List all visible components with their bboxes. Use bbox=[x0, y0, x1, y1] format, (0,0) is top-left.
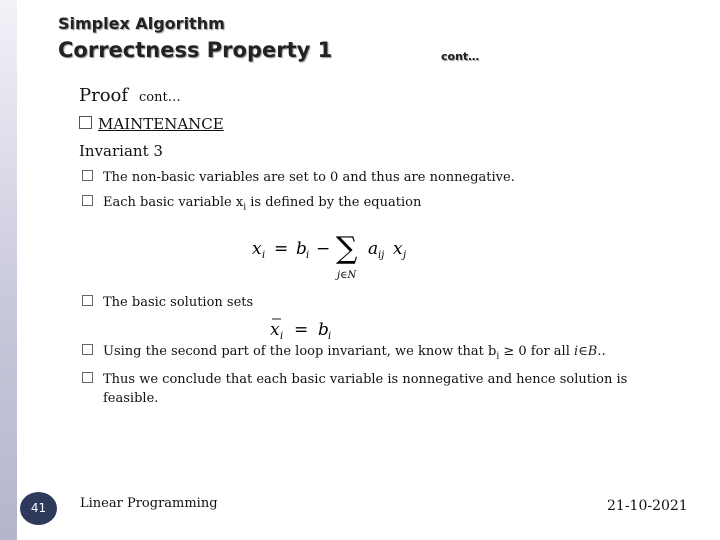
eq2-x-sub: i bbox=[280, 331, 284, 342]
bullet-text: Thus we conclude that each basic variable is nonnegative and hence solution is bbox=[103, 372, 628, 387]
maintenance-heading bbox=[79, 115, 224, 133]
title-continued-label: cont… bbox=[441, 50, 480, 63]
proof-continued-label: cont… bbox=[139, 90, 181, 105]
subscript: i bbox=[496, 351, 500, 362]
checkbox-bullet-icon bbox=[82, 344, 93, 355]
eq2-x: x bbox=[270, 320, 280, 340]
bullet-text: Using the second part of the loop invariant, we know that b bbox=[103, 344, 497, 359]
eq-minus: − bbox=[316, 239, 331, 259]
bullet-nonbasic bbox=[82, 170, 515, 185]
bullet-text: Each basic variable x bbox=[103, 195, 244, 210]
bullet-text: ≥ 0 for all bbox=[499, 344, 574, 359]
footer-course-title: Linear Programming bbox=[80, 496, 218, 511]
eq2-equals: = bbox=[294, 320, 309, 340]
eq-equals: = bbox=[274, 239, 289, 259]
sigma-icon: ∑ bbox=[336, 231, 358, 266]
maintenance-label: MAINTENANCE bbox=[98, 115, 224, 133]
eq-xj: x bbox=[393, 239, 403, 259]
eq-b-sub: i bbox=[306, 250, 310, 261]
eq-a: a bbox=[368, 239, 379, 259]
eq-x: x bbox=[252, 239, 262, 259]
checkbox-bullet-icon bbox=[82, 295, 93, 306]
sidebar-bar bbox=[0, 0, 17, 540]
equation-basic-variable bbox=[252, 228, 422, 284]
equation-basic-solution bbox=[270, 313, 350, 343]
subscript: i bbox=[243, 202, 247, 213]
bullet-text-continued: feasible. bbox=[103, 391, 159, 406]
bullet-basic-variable bbox=[82, 195, 421, 213]
page-number-badge: 41 bbox=[20, 492, 57, 525]
footer-date: 21-10-2021 bbox=[607, 498, 688, 514]
bullet-text: The basic solution sets bbox=[103, 295, 254, 310]
bullet-text: is defined by the equation bbox=[246, 195, 422, 210]
eq2-b: b bbox=[318, 320, 329, 340]
checkbox-bullet-icon bbox=[82, 372, 93, 383]
eq-xj-sub: j bbox=[403, 250, 407, 261]
bullet-conclusion bbox=[82, 370, 652, 408]
math-inline: i∈B bbox=[574, 344, 598, 359]
proof-heading: Proof bbox=[79, 85, 129, 106]
bullet-text: The non-basic variables are set to 0 and thus are nonnegative. bbox=[103, 170, 515, 185]
bullet-basic-solution bbox=[82, 295, 253, 310]
eq-b: b bbox=[296, 239, 307, 259]
checkbox-bullet-icon bbox=[82, 170, 93, 181]
bullet-text: .. bbox=[597, 344, 606, 359]
eq2-b-sub: i bbox=[328, 331, 332, 342]
checkbox-bullet-icon bbox=[82, 195, 93, 206]
checkbox-bullet-icon bbox=[79, 116, 92, 129]
bullet-loop-invariant bbox=[82, 344, 606, 362]
eq-x-sub: i bbox=[262, 250, 266, 261]
slide-title: Correctness Property 1 bbox=[58, 38, 333, 62]
eq-a-sub: ij bbox=[378, 250, 385, 261]
slide-supertitle: Simplex Algorithm bbox=[58, 14, 225, 33]
invariant-label: Invariant 3 bbox=[79, 142, 163, 160]
eq-sum-index: j∈N bbox=[337, 270, 357, 281]
